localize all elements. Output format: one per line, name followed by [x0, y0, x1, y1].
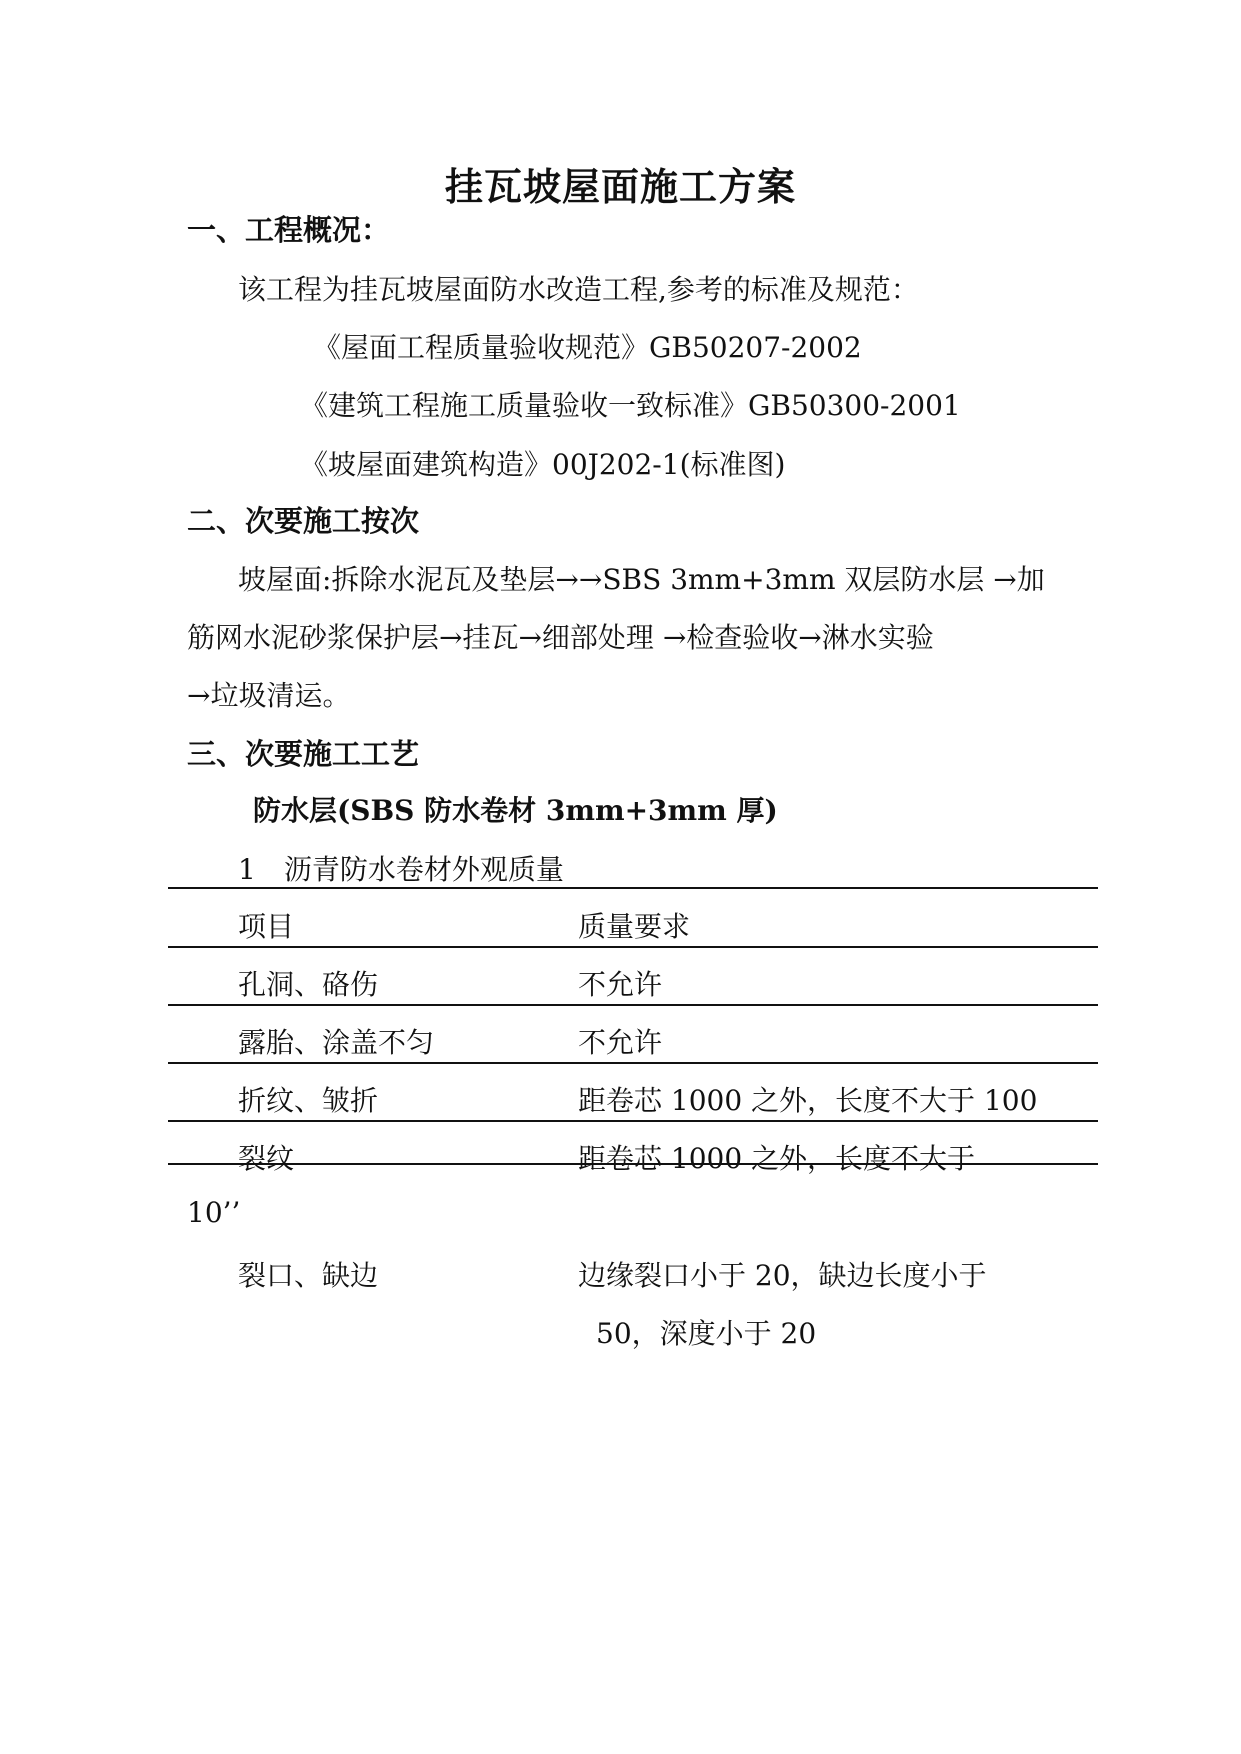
standard-item: 《坡屋面建筑构造》00J202-1(标准图)	[300, 448, 786, 481]
table-rule	[168, 1120, 1098, 1122]
defect-item: 裂口、缺边	[238, 1259, 379, 1292]
table-cell-requirement: 距卷芯 1000 之外，长度不大于 100	[578, 1084, 1038, 1117]
section-3-heading: 三、次要施工工艺	[187, 737, 420, 771]
table-header-item: 项目	[238, 910, 295, 943]
table-rule	[168, 887, 1098, 889]
table-header-requirement: 质量要求	[578, 910, 691, 943]
section-1-intro: 该工程为挂瓦坡屋面防水改造工程,参考的标准及规范：	[238, 273, 919, 306]
table-cell-item: 孔洞、硌伤	[238, 968, 379, 1001]
table-cell-item: 露胎、涂盖不匀	[238, 1026, 435, 1059]
table-rule	[168, 1062, 1098, 1064]
standard-item: 《建筑工程施工质量验收一致标准》GB50300-2001	[300, 389, 961, 422]
process-line: 筋网水泥砂浆保护层→挂瓦→细部处理 →检查验收→淋水实验	[187, 621, 934, 654]
section-3-subheading: 防水层(SBS 防水卷材 3mm+3mm 厚)	[253, 794, 778, 827]
document-title: 挂瓦坡屋面施工方案	[444, 164, 796, 209]
table-cell-requirement: 不允许	[578, 1026, 663, 1059]
table-cell-requirement: 不允许	[578, 968, 663, 1001]
table-rule	[168, 1004, 1098, 1006]
standard-item: 《屋面工程质量验收规范》GB50207-2002	[313, 331, 862, 364]
process-line: 坡屋面:拆除水泥瓦及垫层→→SBS 3mm+3mm 双层防水层 →加	[238, 563, 1045, 596]
table-rule	[168, 946, 1098, 948]
table-cell-item: 折纹、皱折	[238, 1084, 379, 1117]
table-overflow-text: 10’’	[187, 1196, 241, 1229]
table-cell-requirement: 距卷芯 1000 之外，长度不大于	[578, 1142, 976, 1175]
section-2-heading: 二、次要施工按次	[187, 504, 420, 538]
table-rule	[168, 1163, 1098, 1165]
defect-requirement: 边缘裂口小于 20，缺边长度小于	[578, 1259, 987, 1292]
table-caption: 1 沥青防水卷材外观质量	[238, 853, 564, 886]
section-1-heading: 一、工程概况：	[187, 213, 391, 247]
process-line: →垃圾清运。	[187, 679, 351, 712]
table-cell-item: 裂纹	[238, 1142, 295, 1175]
defect-requirement-continued: 50，深度小于 20	[596, 1317, 817, 1350]
